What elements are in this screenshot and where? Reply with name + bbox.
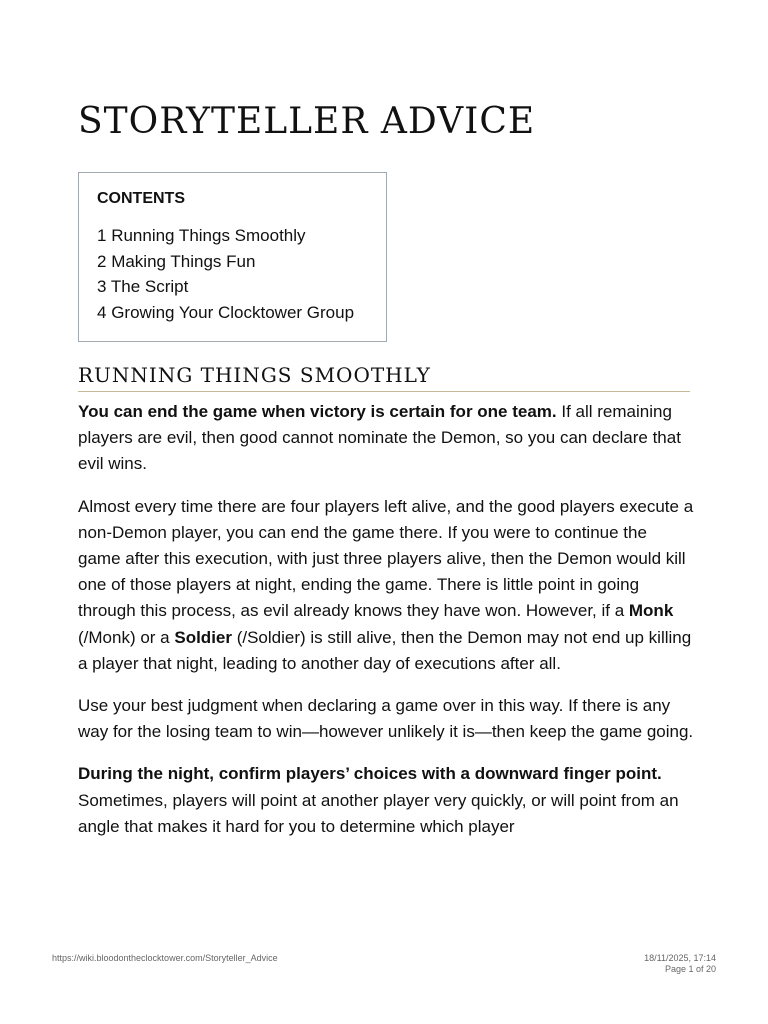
paragraph-text: (/Monk) or a <box>78 627 175 647</box>
monk-link[interactable]: Monk <box>628 601 674 621</box>
toc-item-number: 4 <box>97 302 112 322</box>
toc-item-number: 1 <box>97 226 112 245</box>
paragraph-text: Almost every time there are four players left alive, and the good players execute a non-Demon player, you can end the game there. If you were to continue the game after this execution, with just three players alive, then the Demon would kill one of those players at night, ending the game. There is little point in going through this process, as evil already knows they have won. However, if a <box>78 496 694 621</box>
toc-item-label[interactable]: Growing Your Clocktower Group <box>111 302 355 322</box>
toc-list <box>97 223 368 325</box>
toc-item-number: 2 <box>97 251 112 271</box>
paragraph-text: Sometimes, players will point at another player very quickly, or will point from an angle that makes it hard for you to determine which player <box>78 790 679 836</box>
toc-item-growing-your-clocktower-group[interactable] <box>97 300 368 326</box>
footer-url: https://wiki.bloodontheclocktower.com/Storyteller_Advice <box>52 953 278 963</box>
toc-item-label[interactable]: The Script <box>110 277 189 296</box>
table-of-contents <box>78 172 387 342</box>
paragraph-judgment <box>78 693 694 745</box>
paragraph-text: (/Soldier) is still alive, then the Demon may not end up killing a player that night, leading to another day of executions after all. <box>78 627 692 673</box>
paragraph-lead: You can end the game when victory is certain for one team. <box>78 402 557 421</box>
footer-datetime: 18/11/2025, 17:14 <box>644 953 716 963</box>
paragraph-text: Use your best judgment when declaring a game over in this way. If there is any way for the losing team to win—however unlikely it is—then keep the game going. <box>78 696 694 742</box>
soldier-link[interactable]: Soldier <box>174 627 232 647</box>
toc-item-label[interactable]: Making Things Fun <box>111 251 256 271</box>
toc-item-the-script[interactable] <box>97 274 368 300</box>
section-content <box>78 399 694 856</box>
toc-item-running-things-smoothly[interactable] <box>97 223 368 249</box>
paragraph-text: If all remaining players are evil, then good cannot nominate the Demon, so you can declare that evil wins. <box>78 402 681 474</box>
footer-meta <box>644 953 716 975</box>
toc-item-making-things-fun[interactable] <box>97 249 368 275</box>
toc-item-label[interactable]: Running Things Smoothly <box>111 226 306 245</box>
footer-page-number: Page 1 of 20 <box>664 964 716 974</box>
section-heading: RUNNING THINGS SMOOTHLY <box>78 360 690 392</box>
paragraph-victory <box>78 399 694 478</box>
paragraph-lead: During the night, confirm players’ choices with a downward finger point. <box>78 764 662 784</box>
paragraph-night-point <box>78 761 694 840</box>
page-title: STORYTELLER ADVICE <box>78 101 536 142</box>
paragraph-four-players <box>78 494 694 677</box>
toc-title: CONTENTS <box>97 190 185 207</box>
toc-item-number: 3 <box>97 277 111 296</box>
